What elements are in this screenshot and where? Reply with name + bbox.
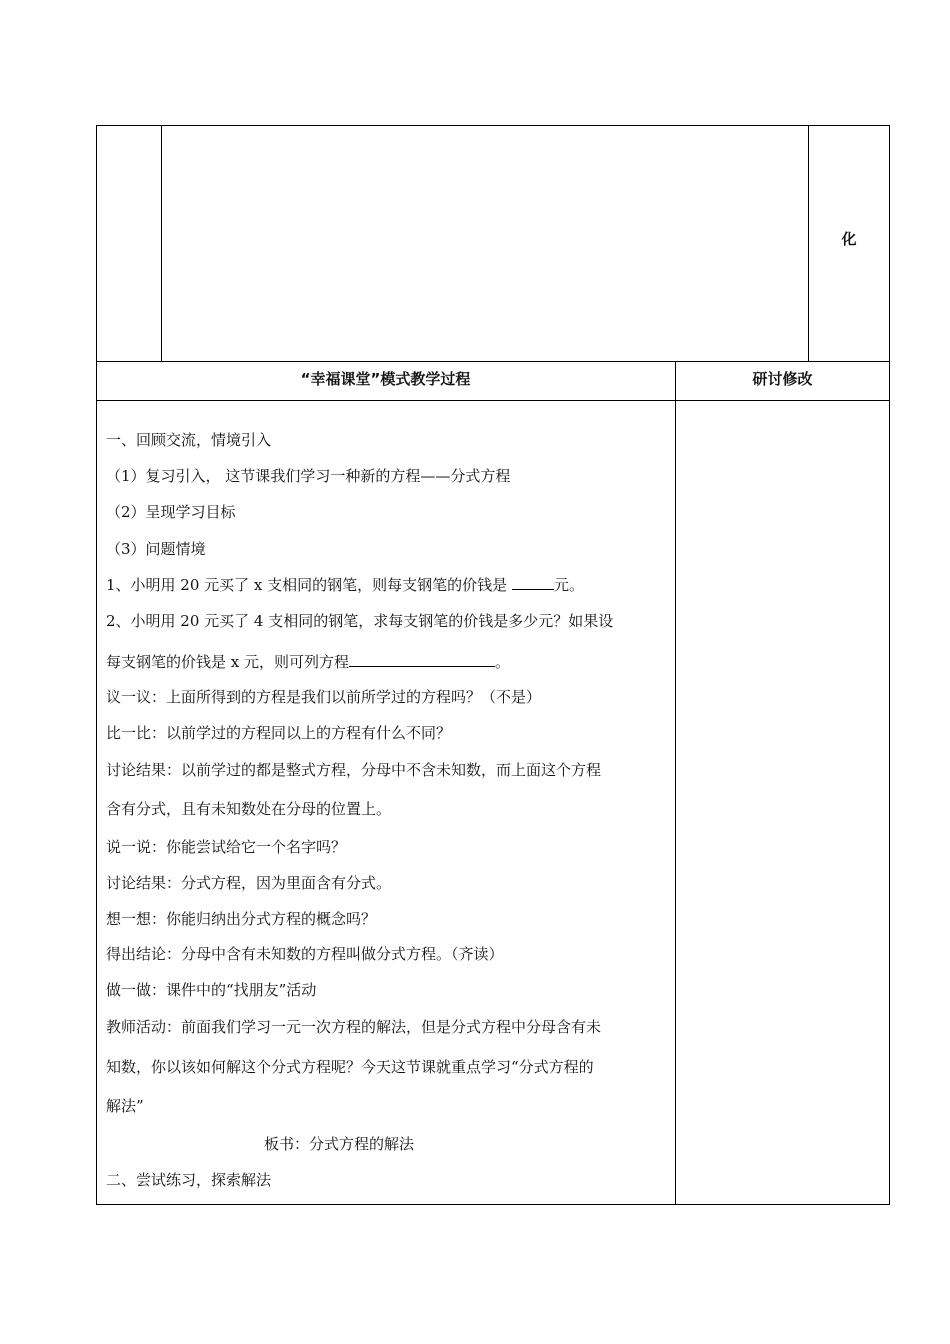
step-review-intro: （1）复习引入， 这节课我们学习一种新的方程——分式方程 — [106, 467, 511, 485]
discuss-prompt: 议一议：上面所得到的方程是我们以前所学过的方程吗？（不是） — [106, 688, 542, 706]
problem-2-text: 每支钢笔的价钱是 x 元，则可列方程 — [106, 653, 349, 671]
teacher-activity-line-3: 解法” — [106, 1097, 144, 1115]
naming-prompt: 说一说：你能尝试给它一个名字吗？ — [106, 838, 347, 856]
problem-1 — [106, 574, 584, 595]
problem-2-end: 。 — [495, 653, 511, 671]
teacher-activity-line-2: 知数，你以该如何解这个分式方程呢？今天这节课就重点学习“分式方程的 — [106, 1058, 594, 1076]
top-table — [96, 125, 890, 362]
concept-prompt: 想一想：你能归纳出分式方程的概念吗？ — [106, 910, 377, 928]
step-problem-context: （3）问题情境 — [106, 540, 206, 558]
discussion-result-1: 讨论结果：以前学过的都是整式方程，分母中不含未知数，而上面这个方程 — [106, 761, 602, 779]
teacher-activity-line-1: 教师活动：前面我们学习一元一次方程的解法，但是分式方程中分母含有未 — [106, 1018, 602, 1036]
discussion-result-1-cont: 含有分式，且有未知数处在分母的位置上。 — [106, 800, 392, 818]
problem-2-line-1: 2、小明用 20 元买了 4 支相同的钢笔，求每支钢笔的价钱是多少元？如果设 — [106, 612, 614, 630]
activity-prompt: 做一做：课件中的“找朋友”活动 — [106, 981, 317, 999]
main-table-header-revision: 研讨修改 — [752, 370, 813, 388]
main-table-header-process: “幸福课堂”模式教学过程 — [300, 370, 471, 388]
section-heading-practice: 二、尝试练习，探索解法 — [106, 1171, 272, 1189]
equation-blank — [349, 652, 495, 667]
main-table-header-divider — [96, 400, 890, 401]
problem-1-unit: 元。 — [553, 576, 584, 594]
conclusion: 得出结论：分母中含有未知数的方程叫做分式方程。（齐读） — [106, 945, 504, 963]
main-table — [96, 361, 890, 1205]
problem-1-text: 1、小明用 20 元买了 x 支相同的钢笔，则每支钢笔的价钱是 — [106, 576, 512, 594]
blackboard-title: 板书：分式方程的解法 — [264, 1135, 415, 1153]
top-table-divider-left — [161, 125, 162, 362]
top-table-right-cell-text: 化 — [841, 230, 857, 248]
step-learning-goals: （2）呈现学习目标 — [106, 503, 236, 521]
problem-2-line-2 — [106, 651, 510, 672]
answer-blank — [512, 575, 554, 590]
section-heading-review: 一、回顾交流，情境引入 — [106, 431, 272, 449]
compare-prompt: 比一比：以前学过的方程同以上的方程有什么不同？ — [106, 724, 452, 742]
discussion-result-2: 讨论结果：分式方程，因为里面含有分式。 — [106, 874, 392, 892]
main-table-column-divider — [675, 361, 676, 1205]
